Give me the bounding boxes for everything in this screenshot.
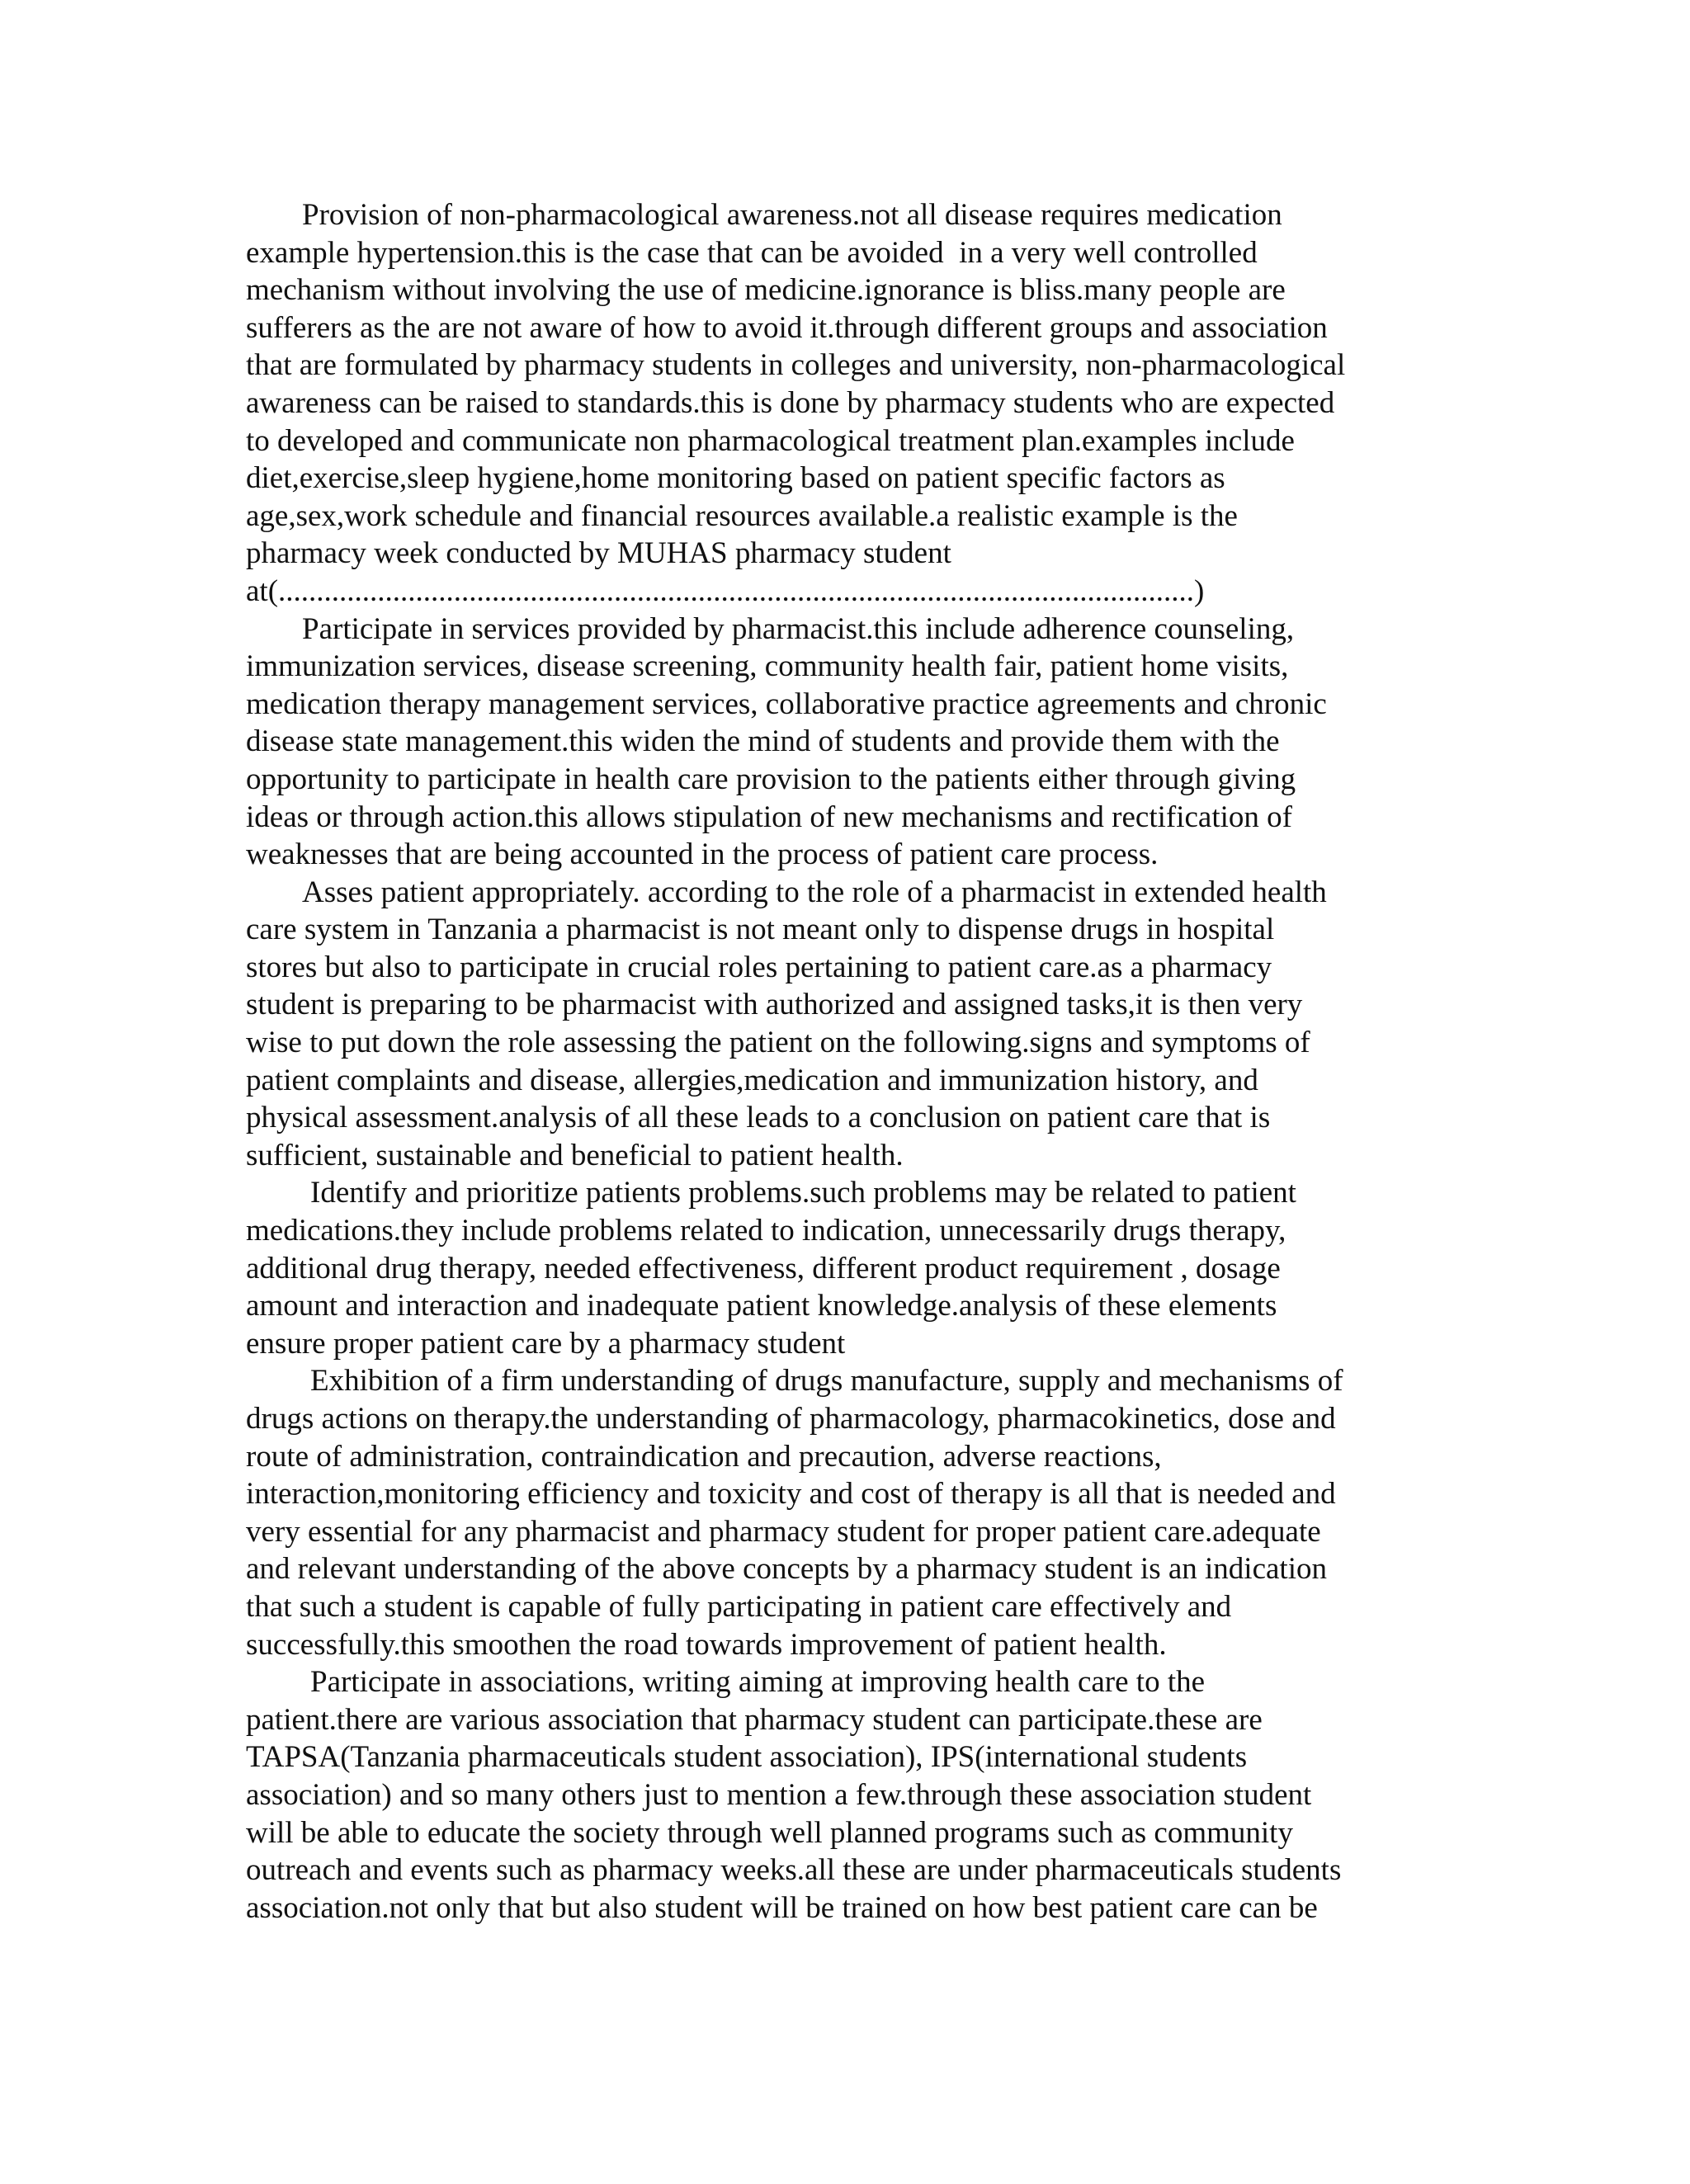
text-line: TAPSA(Tanzania pharmaceuticals student association), IPS(international students bbox=[246, 1740, 1248, 1775]
text-line: outreach and events such as pharmacy weeks.all these are under pharmaceuticals students bbox=[246, 1853, 1342, 1888]
text-line: Identify and prioritize patients problems.such problems may be related to patient bbox=[310, 1176, 1296, 1210]
body-text bbox=[246, 196, 1434, 1927]
text-line: association.not only that but also student will be trained on how best patient care can be bbox=[246, 1890, 1318, 1925]
text-line: Exhibition of a firm understanding of drugs manufacture, supply and mechanisms of bbox=[310, 1364, 1343, 1399]
text-line: Participate in services provided by pharmacist.this include adherence counseling, bbox=[302, 611, 1295, 646]
text-line: care system in Tanzania a pharmacist is not meant only to dispense drugs in hospital bbox=[246, 913, 1275, 947]
text-line: student is preparing to be pharmacist with authorized and assigned tasks,it is then very bbox=[246, 988, 1303, 1022]
text-line: wise to put down the role assessing the patient on the following.signs and symptoms of bbox=[246, 1026, 1310, 1060]
text-line: very essential for any pharmacist and pharmacy student for proper patient care.adequate bbox=[246, 1514, 1321, 1549]
text-line: additional drug therapy, needed effectiveness, different product requirement , dosage bbox=[246, 1251, 1281, 1285]
text-line: mechanism without involving the use of medicine.ignorance is bliss.many people are bbox=[246, 273, 1286, 308]
text-line: stores but also to participate in crucial roles pertaining to patient care.as a pharmacy bbox=[246, 950, 1272, 984]
text-line: awareness can be raised to standards.this is done by pharmacy students who are expected bbox=[246, 385, 1335, 420]
text-line: age,sex,work schedule and financial resources available.a realistic example is the bbox=[246, 498, 1238, 533]
text-line: Asses patient appropriately. according to the role of a pharmacist in extended health bbox=[302, 875, 1327, 909]
text-line: sufferers as the are not aware of how to avoid it.through different groups and association bbox=[246, 310, 1328, 345]
text-line: at(........................................................................................................................) bbox=[246, 573, 1205, 608]
text-line: Provision of non-pharmacological awareness.not all disease requires medication bbox=[302, 198, 1282, 232]
text-line: diet,exercise,sleep hygiene,home monitoring based on patient specific factors as bbox=[246, 461, 1225, 496]
text-line: ensure proper patient care by a pharmacy student bbox=[246, 1326, 846, 1361]
text-line: weaknesses that are being accounted in the process of patient care process. bbox=[246, 837, 1159, 872]
text-line: example hypertension.this is the case that can be avoided in a very well controlled bbox=[246, 235, 1258, 270]
text-line: that are formulated by pharmacy students in colleges and university, non-pharmacological bbox=[246, 348, 1346, 383]
text-line: medications.they include problems related to indication, unnecessarily drugs therapy, bbox=[246, 1214, 1286, 1248]
text-line: physical assessment.analysis of all these leads to a conclusion on patient care that is bbox=[246, 1101, 1271, 1135]
text-line: pharmacy week conducted by MUHAS pharmacy student bbox=[246, 536, 951, 571]
text-line: association) and so many others just to mention a few.through these association student bbox=[246, 1777, 1312, 1812]
text-line: Participate in associations, writing aiming at improving health care to the bbox=[310, 1665, 1206, 1700]
text-line: interaction,monitoring efficiency and toxicity and cost of therapy is all that is needed and bbox=[246, 1477, 1336, 1512]
text-line: immunization services, disease screening, community health fair, patient home visits, bbox=[246, 649, 1289, 684]
text-line: ideas or through action.this allows stipulation of new mechanisms and rectification of bbox=[246, 800, 1292, 834]
text-line: to developed and communicate non pharmacological treatment plan.examples include bbox=[246, 423, 1295, 458]
text-line: disease state management.this widen the mind of students and provide them with the bbox=[246, 724, 1280, 759]
text-line: will be able to educate the society through well planned programs such as community bbox=[246, 1815, 1293, 1850]
text-line: amount and interaction and inadequate patient knowledge.analysis of these elements bbox=[246, 1289, 1277, 1323]
text-line: and relevant understanding of the above concepts by a pharmacy student is an indication bbox=[246, 1552, 1327, 1587]
text-line: patient complaints and disease, allergies,medication and immunization history, and bbox=[246, 1063, 1258, 1097]
text-line: medication therapy management services, collaborative practice agreements and chronic bbox=[246, 686, 1327, 721]
text-line: drugs actions on therapy.the understanding of pharmacology, pharmacokinetics, dose and bbox=[246, 1402, 1336, 1436]
text-line: that such a student is capable of fully participating in patient care effectively and bbox=[246, 1589, 1232, 1624]
text-line: patient.there are various association that pharmacy student can participate.these are bbox=[246, 1702, 1263, 1737]
text-line: sufficient, sustainable and beneficial to patient health. bbox=[246, 1138, 904, 1172]
text-line: route of administration, contraindication and precaution, adverse reactions, bbox=[246, 1439, 1162, 1474]
text-line: successfully.this smoothen the road towards improvement of patient health. bbox=[246, 1627, 1167, 1662]
text-line: opportunity to participate in health care provision to the patients either through giving bbox=[246, 762, 1296, 796]
